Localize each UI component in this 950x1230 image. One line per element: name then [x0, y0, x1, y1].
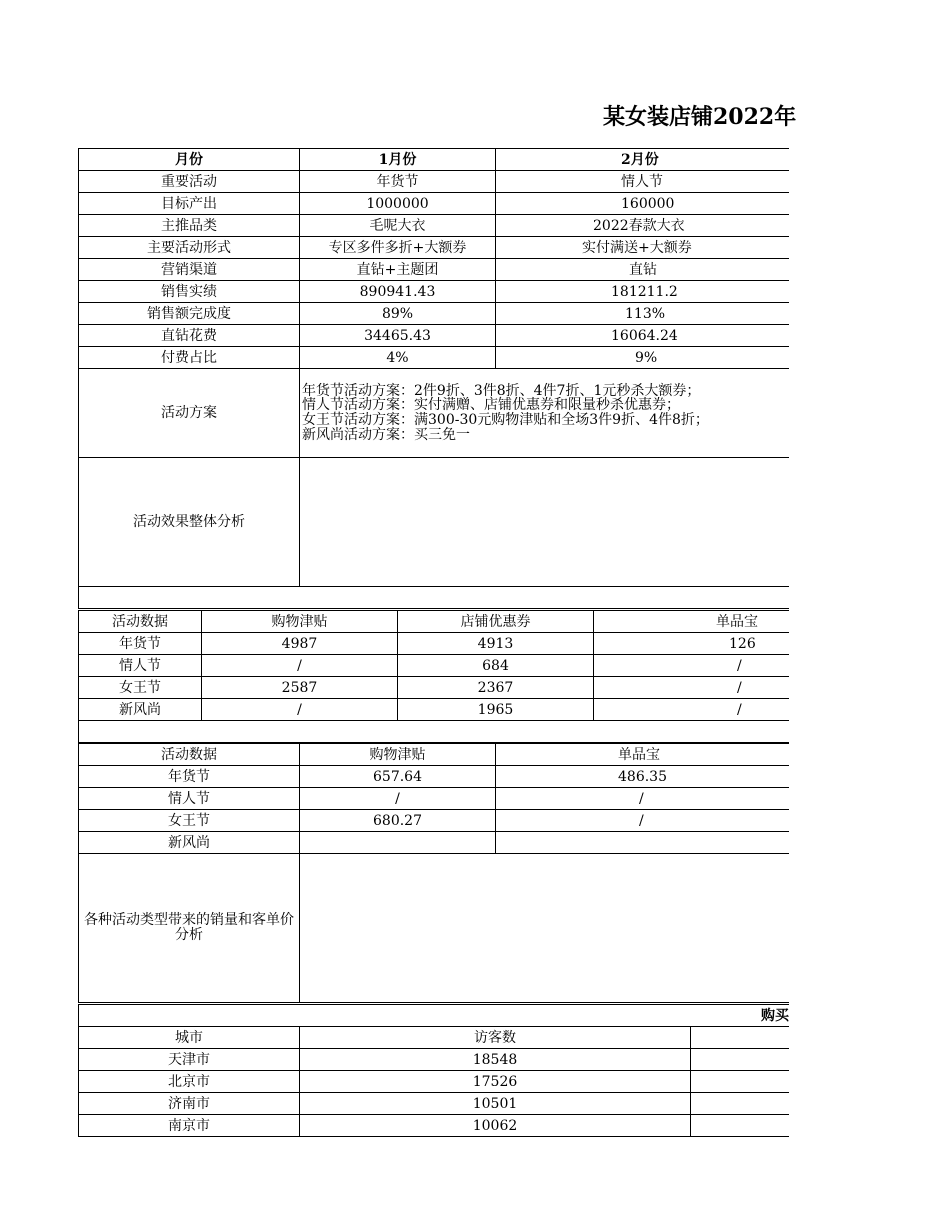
table-row — [79, 832, 790, 854]
row-label-cell[interactable]: 女王节 — [79, 810, 300, 832]
data-cell[interactable]: 89% — [300, 303, 496, 325]
row-label-cell[interactable]: 情人节 — [79, 788, 300, 810]
table-header-row — [79, 611, 790, 633]
table-row — [79, 699, 790, 721]
data-cell[interactable]: 4987 — [202, 633, 398, 655]
city-visitors-table — [78, 1004, 789, 1137]
analysis-content-cell[interactable] — [300, 458, 790, 587]
data-cell[interactable]: / — [202, 699, 398, 721]
header-cell[interactable]: 单品宝 — [594, 611, 790, 633]
analysis-label-cell[interactable]: 活动效果整体分析 — [79, 458, 300, 587]
row-label-cell[interactable]: 北京市 — [79, 1071, 300, 1093]
table-row — [79, 259, 790, 281]
table-row — [79, 655, 790, 677]
data-cell[interactable] — [496, 832, 790, 854]
row-label-cell[interactable]: 销售额完成度 — [79, 303, 300, 325]
data-cell[interactable]: 126 — [594, 633, 790, 655]
table-row — [79, 303, 790, 325]
data-cell[interactable]: 2367 — [398, 677, 594, 699]
plan-line: 女王节活动方案：满300-30元购物津贴和全场3件9折、4件8折； — [302, 412, 709, 428]
data-cell[interactable]: 18548 — [300, 1049, 691, 1071]
table-row — [79, 677, 790, 699]
data-cell[interactable]: 1965 — [398, 699, 594, 721]
table-header-row — [79, 744, 790, 766]
plan-label-cell[interactable]: 活动方案 — [79, 369, 300, 458]
header-cell[interactable]: 店铺优惠券 — [398, 611, 594, 633]
data-cell[interactable]: 34465.43 — [300, 325, 496, 347]
spacer-cell — [79, 721, 790, 743]
data-cell[interactable]: 1000000 — [300, 193, 496, 215]
data-cell[interactable]: 年货节 — [300, 171, 496, 193]
header-cell[interactable]: 月份 — [79, 149, 300, 171]
row-label-cell[interactable]: 南京市 — [79, 1115, 300, 1137]
table-row — [79, 1115, 790, 1137]
plan-line: 年货节活动方案：2件9折、3件8折、4件7折、1元秒杀大额券； — [302, 382, 701, 399]
monthly-summary-table — [78, 148, 789, 609]
spacer-row — [79, 721, 790, 743]
data-cell[interactable] — [691, 1093, 790, 1115]
data-cell[interactable]: 9% — [496, 347, 790, 369]
row-label-cell[interactable]: 济南市 — [79, 1093, 300, 1115]
data-cell[interactable]: / — [202, 655, 398, 677]
data-cell[interactable]: 10501 — [300, 1093, 691, 1115]
activity-price-table — [78, 743, 789, 1003]
analysis-label-cell[interactable]: 各种活动类型带来的销量和客单价分析 — [79, 854, 300, 1003]
row-label-cell[interactable]: 重要活动 — [79, 171, 300, 193]
table-header-row — [79, 1027, 790, 1049]
row-label-cell[interactable]: 新风尚 — [79, 832, 300, 854]
table-row — [79, 1093, 790, 1115]
spreadsheet — [78, 148, 789, 1138]
data-cell[interactable]: 直钻+主题团 — [300, 259, 496, 281]
data-cell[interactable]: 684 — [398, 655, 594, 677]
table-row — [79, 193, 790, 215]
data-cell[interactable] — [691, 1071, 790, 1093]
table-header-row — [79, 149, 790, 171]
row-label-cell[interactable]: 目标产出 — [79, 193, 300, 215]
data-cell[interactable]: 160000 — [496, 193, 790, 215]
header-cell[interactable]: 1月份 — [300, 149, 496, 171]
data-cell[interactable]: 直钻 — [496, 259, 790, 281]
analysis-content-cell[interactable] — [300, 854, 790, 1003]
table-row — [79, 171, 790, 193]
plan-content-cell[interactable] — [300, 369, 790, 458]
data-cell[interactable]: 16064.24 — [496, 325, 790, 347]
row-label-cell[interactable]: 年货节 — [79, 766, 300, 788]
data-cell[interactable] — [300, 832, 496, 854]
table-row — [79, 215, 790, 237]
header-cell[interactable]: 城市 — [79, 1027, 300, 1049]
header-cell[interactable]: 2月份 — [496, 149, 790, 171]
data-cell[interactable]: / — [594, 655, 790, 677]
row-label-cell[interactable]: 情人节 — [79, 655, 202, 677]
analysis-row — [79, 458, 790, 587]
data-cell[interactable]: 657.64 — [300, 766, 496, 788]
activity-sales-table — [78, 610, 789, 743]
table-row — [79, 788, 790, 810]
table-row — [79, 1071, 790, 1093]
row-label-cell[interactable]: 主要活动形式 — [79, 237, 300, 259]
header-cell[interactable] — [691, 1027, 790, 1049]
data-cell[interactable]: / — [594, 699, 790, 721]
header-cell[interactable]: 单品宝 — [496, 744, 790, 766]
data-cell[interactable]: 情人节 — [496, 171, 790, 193]
data-cell[interactable] — [691, 1115, 790, 1137]
section-title-cell[interactable]: 购买 — [79, 1005, 790, 1027]
row-label-cell[interactable]: 新风尚 — [79, 699, 202, 721]
data-cell[interactable]: 10062 — [300, 1115, 691, 1137]
data-cell[interactable] — [691, 1049, 790, 1071]
plan-line: 新风尚活动方案：买三免一 — [302, 426, 470, 443]
row-label-cell[interactable]: 营销渠道 — [79, 259, 300, 281]
table-row — [79, 1049, 790, 1071]
header-cell[interactable]: 访客数 — [300, 1027, 691, 1049]
table-row — [79, 347, 790, 369]
row-label-cell[interactable]: 年货节 — [79, 633, 202, 655]
table-row — [79, 810, 790, 832]
data-cell[interactable]: 486.35 — [496, 766, 790, 788]
data-cell[interactable]: / — [594, 677, 790, 699]
data-cell[interactable]: 890941.43 — [300, 281, 496, 303]
table-row — [79, 766, 790, 788]
data-cell[interactable]: 17526 — [300, 1071, 691, 1093]
header-cell[interactable]: 购物津贴 — [202, 611, 398, 633]
data-cell[interactable]: 680.27 — [300, 810, 496, 832]
table-row — [79, 281, 790, 303]
data-cell[interactable]: 2022春款大衣 — [496, 215, 790, 237]
spacer-cell — [79, 587, 790, 609]
spacer-row — [79, 587, 790, 609]
row-label-cell[interactable]: 销售实绩 — [79, 281, 300, 303]
data-cell[interactable]: 实付满送+大额券 — [496, 237, 790, 259]
header-cell[interactable]: 购物津贴 — [300, 744, 496, 766]
data-cell[interactable]: / — [496, 788, 790, 810]
data-cell[interactable]: / — [300, 788, 496, 810]
table-row — [79, 633, 790, 655]
row-label-cell[interactable]: 女王节 — [79, 677, 202, 699]
analysis-row — [79, 854, 790, 1003]
plan-line: 情人节活动方案：实付满赠、店铺优惠券和限量秒杀优惠券； — [302, 397, 680, 414]
header-cell[interactable]: 活动数据 — [79, 611, 202, 633]
data-cell[interactable]: 4913 — [398, 633, 594, 655]
data-cell[interactable]: 181211.2 — [496, 281, 790, 303]
data-cell[interactable]: 2587 — [202, 677, 398, 699]
table-row — [79, 237, 790, 259]
data-cell[interactable]: / — [496, 810, 790, 832]
row-label-cell[interactable]: 主推品类 — [79, 215, 300, 237]
data-cell[interactable]: 4% — [300, 347, 496, 369]
row-label-cell[interactable]: 天津市 — [79, 1049, 300, 1071]
page-title: 某女装店铺2022年 — [603, 104, 797, 130]
data-cell[interactable]: 毛呢大衣 — [300, 215, 496, 237]
table-row — [79, 325, 790, 347]
plan-row — [79, 369, 790, 458]
row-label-cell[interactable]: 付费占比 — [79, 347, 300, 369]
row-label-cell[interactable]: 直钻花费 — [79, 325, 300, 347]
data-cell[interactable]: 113% — [496, 303, 790, 325]
header-cell[interactable]: 活动数据 — [79, 744, 300, 766]
data-cell[interactable]: 专区多件多折+大额券 — [300, 237, 496, 259]
section-title-row — [79, 1005, 790, 1027]
